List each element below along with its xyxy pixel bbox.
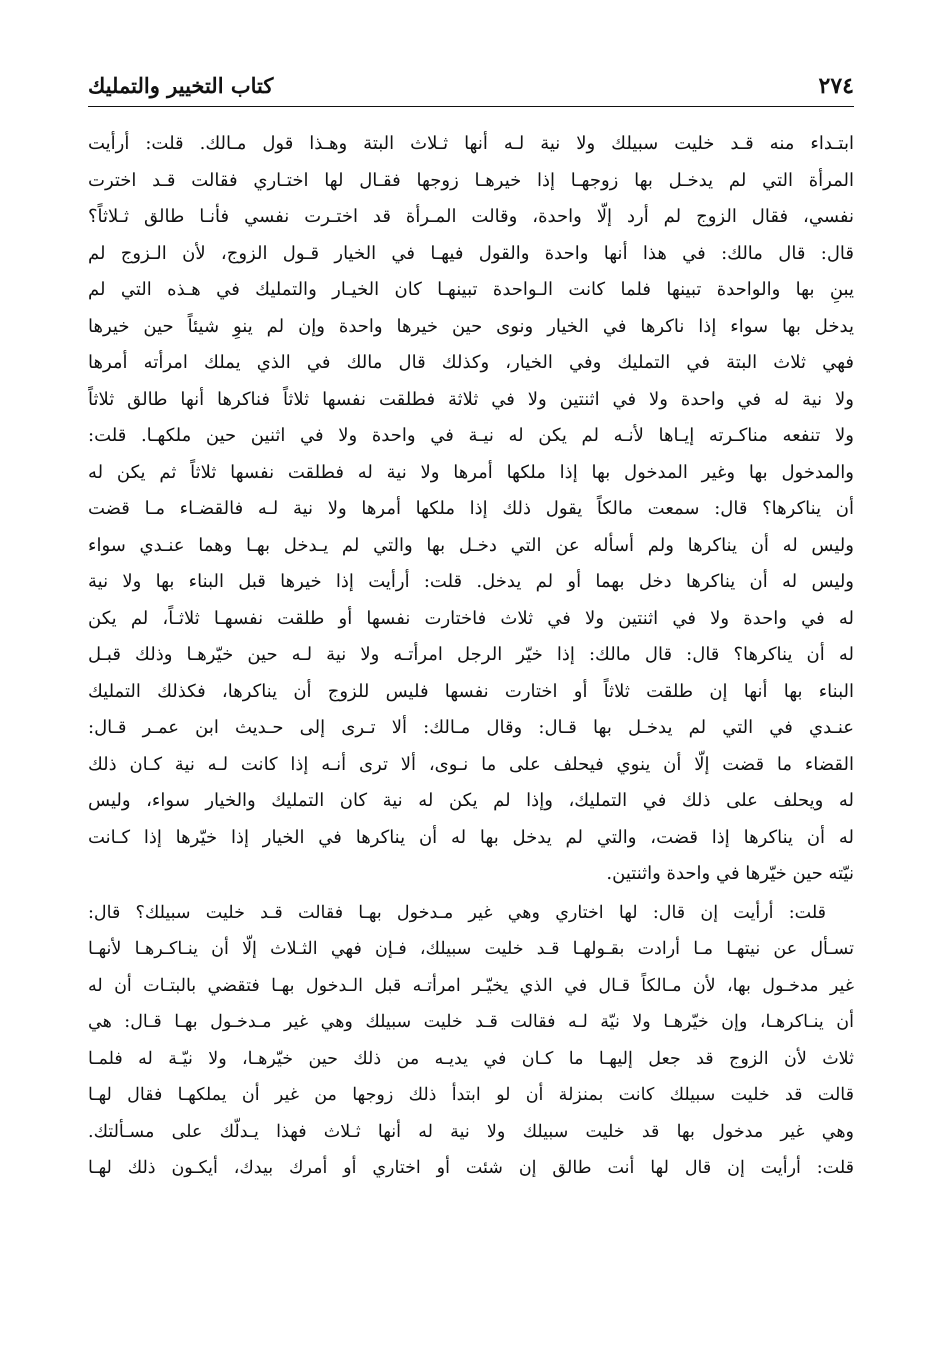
text-line: وليس له أن يناكرها دخل بهما أو لم يدخل. قلت: أرأيت إذا خيرها قبل البناء بها ولا نية <box>88 571 854 592</box>
page-number: ٢٧٤ <box>818 73 854 99</box>
text-line: قلت: أرأيت إن قال: لها اختاري وهي غير مـدخول بهـا فقالت قـد خليت سبيلك؟ قال: <box>88 902 826 923</box>
text-line: يبنِ بها والواحدة تبينها فلما كانت الـواحدة تبينهـا كان الخيـار والتمليك في هـذه التي لم <box>88 279 854 300</box>
text-line: وليس له أن يناكرها ولم أسأله عن التي دخـل بها والتي لم يـدخل بهـا وهما عنـدي سواء <box>88 534 854 556</box>
text-line: عنـدي في التي لم يدخـل بها قـال: وقال مـالك: ألا تـرى إلى حـديث ابن عمـر قـال: <box>88 717 854 738</box>
text-line: قلت: أرأيت إن قال لها أنت طالق إن شئت أو اختاري أو أمرك بيدك، أيكـون ذلك لهـا <box>88 1158 854 1178</box>
text-line: له أن يناكرها إذا قضت، والتي لم يدخل بها له أن يناكرها في الخيار إذا خيّرها إذا كـانت <box>88 826 854 848</box>
page-header <box>88 70 854 106</box>
text-line: البناء بها أنها إن طلقت ثلاثاً أو اختارت نفسها فليس للزوج أن يناكرها، فكذلك التمليك <box>88 680 854 702</box>
text-line: قال: قال مالك: في هذا أنها واحدة والقول فيهـا في الخيار قـول الزوج، لأن الـزوج لم <box>88 242 854 264</box>
text-line: له أن يناكرها؟ قال: قال مالك: إذا خيّر الرجل امرأتـه ولا نية لـه حين خيّرهـا وذلك قبـل <box>88 644 854 665</box>
text-line: يدخل بها سواء إذا ناكرها في الخيار ونوى حين خيرها واحدة وإن لم ينوِ شيئاً حين خيرها <box>88 315 854 337</box>
text-line: وهي غير مدخول بها قد خليت سبيلك ولا نية له أنها ثـلاث فهذا يـدلّك على مسـألتك. <box>88 1121 854 1142</box>
page-body <box>88 126 854 1187</box>
text-line: تسـأل عن نيتهـا مـا أرادت بقـولهـا قـد خليت سبيلك، فـإن فهي الثـلاث إلّا أن ينـاكـرهـا لأنهـا <box>88 939 854 959</box>
text-line: فهي ثلاث البتة في التمليك وفي الخيار، وكذلك قال مالك في الذي يملك امرأته أمرها <box>88 352 854 373</box>
text-line: نيّته حين خيّرها في واحدة واثنتين. <box>606 863 854 884</box>
text-line: ثلاث لأن الزوج قد جعل إليهـا ما كـان في يديـه من ذلك حين خيّرهـا، ولا نيّـة له فلمـا <box>88 1048 854 1069</box>
text-line: المرأة التي لم يدخـل بها زوجهـا إذا خيرهـا زوجها فقـال لها اختـاري فقالت قـد اخترت <box>88 169 854 191</box>
text-line: القضاء ما قضت إلّا أن ينوي فيحلف على ما نـوى، ألا ترى أنـه إذا كانت لـه نية كـان ذلك <box>88 753 854 775</box>
running-title: كتاب التخيير والتمليك <box>88 73 274 98</box>
text-line: ولا نية له في واحدة ولا في اثنتين ولا في ثلاثة فطلقت نفسها ثلاثاً فناكرها أنها طالق ثلاثاً <box>88 388 854 410</box>
text-line: ابتـداء منه قـد خليت سبيلك ولا نية لـه أنها ثـلاث البتة وهـذا قول مـالك. قلت: أرأيت <box>88 133 854 154</box>
text-line: غير مدخـول بها، لأن مـالكاً قـال في الذي يخيّـر امرأتـه قبل الـدخول بهـا فتقضي بالبتـات أن له <box>88 975 854 996</box>
text-line: ولا تنفعه مناكـرته إيـاها لأنـه لم يكن له نيـة في واحدة ولا في اثنين حين ملكهـا. قلت: <box>88 425 854 446</box>
text-line: له ويحلف على ذلك في التمليك، وإذا لم يكن له نية كان التمليك والخيار سواء، وليس <box>88 790 854 811</box>
paragraph <box>88 126 854 893</box>
text-line: أن يناكرها؟ قال: سمعت مالكاً يقول ذلك إذا ملكها أمرها ولا نية لـه فالقضـاء مـا قضت <box>88 498 854 519</box>
text-line: نفسي، فقال الزوج لم أرد إلّا واحدة، وقالت المـرأة قد اختـرت نفسي فأنـا طالق ثـلاثاً؟ <box>88 206 854 227</box>
text-line: له في واحدة ولا في اثنتين ولا في ثلاث فاختارت نفسها أو طلقت نفسهـا ثلاثـاً، لم يكن <box>88 607 854 629</box>
text-line: قالت قد خليت سبيلك كانت بمنزلة أن لو ابتدأ ذلك زوجها من غير أن يملكهـا فقال لهـا <box>88 1085 854 1105</box>
paragraph <box>88 895 854 1187</box>
text-line: أن ينـاكرهـا، وإن خيّرهـا ولا نيّة لـه فقالت قـد خليت سبيلك وهي غير مـدخـول بهـا قـال: هي <box>88 1012 854 1032</box>
header-divider <box>88 106 854 107</box>
text-line: والمدخول بها وغير المدخول بها إذا ملكها أمرها ولا نية له فطلقت نفسها ثلاثاً ثم يكن له <box>88 461 854 483</box>
